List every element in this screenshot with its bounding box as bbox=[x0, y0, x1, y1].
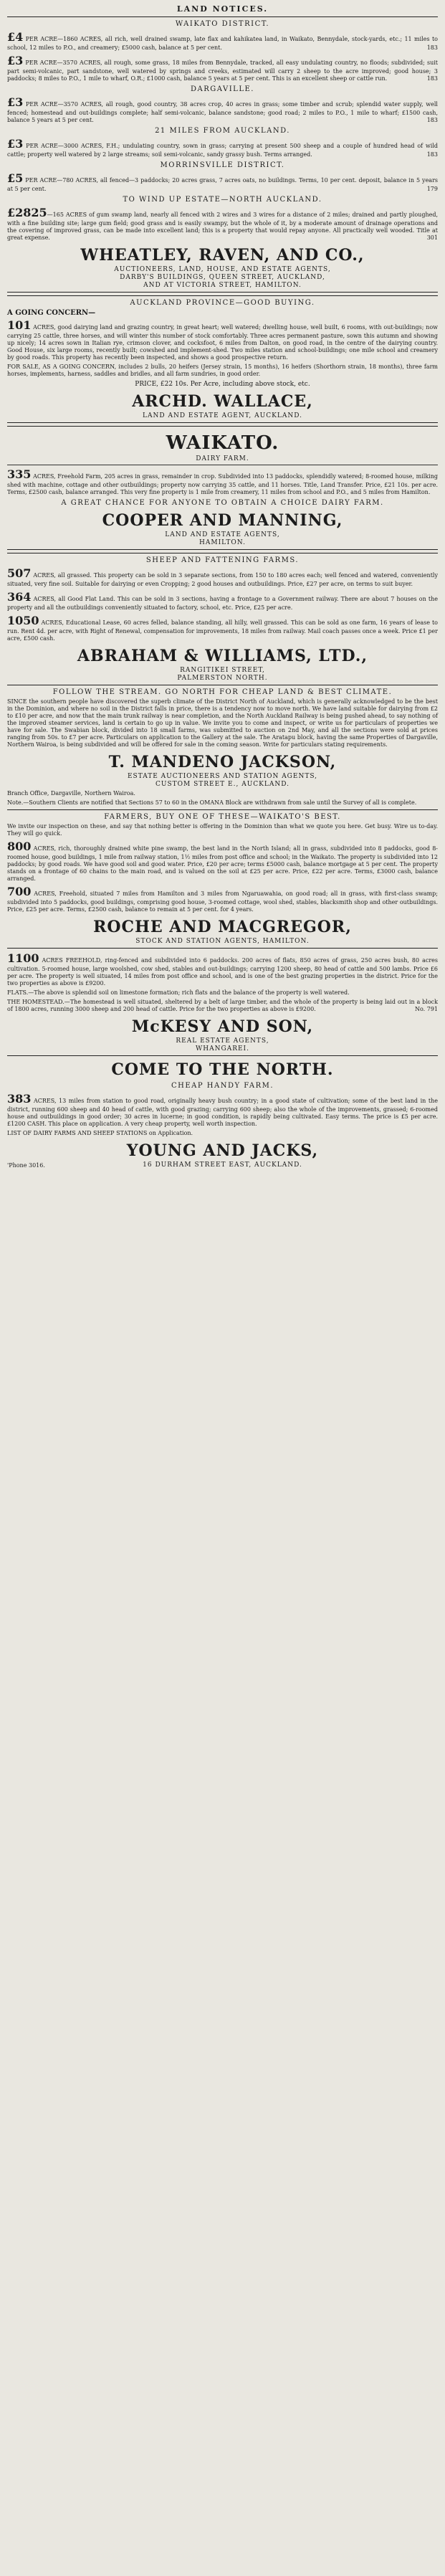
divider bbox=[7, 1055, 438, 1056]
firm-line: AUCTIONEERS, LAND, HOUSE, AND ESTATE AGENTS, bbox=[114, 266, 331, 273]
listing: A GOING CONCERN— 101 ACRES, good dairying land and grazing country, in great heart; well watered; dwelling house, well built, 6 rooms, with out-buildings; now carrying 25 cattle, three horses, and will winter this number of stock comfortably. Three acres permanent pasture, sown this autumn and showing up nicely; 14 acres sown in Italian rye, crimson clover, and cocksfoot, 6 miles from Dalton, on good road, in the centre of the dairying country. Good House, six large rooms, recently built; cowshed and implement-shed. Two miles station and school-buildings; one mile school and creamery by good roads. This property has recently been inspected, and shows a good prospective return. bbox=[7, 309, 438, 361]
waikato-title: WAIKATO. bbox=[166, 432, 279, 454]
waikato-subtitle: DAIRY FARM. bbox=[196, 455, 249, 462]
follow-stream-heading: FOLLOW THE STREAM. GO NORTH FOR CHEAP LAND & BEST CLIMATE. bbox=[52, 688, 393, 696]
listing: FLATS.—The above is splendid soil on limestone formation; rich flats and the balance of the property is well watered. bbox=[7, 989, 350, 996]
land-notices-page bbox=[7, 0, 438, 1169]
divider bbox=[7, 16, 438, 17]
divider bbox=[7, 426, 438, 427]
firm-line: HAMILTON. bbox=[199, 538, 246, 546]
listing: THE HOMESTEAD.—The homestead is well situated, sheltered by a belt of large timber, and the whole of the property is being laid out in a block of 1800 acres, running 3000 sheep and 200 head of cattle. Price for the two properties as above is £9200. No. 791 bbox=[7, 998, 438, 1012]
listing: £2825—165 ACRES of gum swamp land, nearly all fenced with 2 wires and 3 wires for a distance of 2 miles; drained and partly ploughed, with a fine building site; large gum field; good grass and is easily swampy, but the whole of it, by a moderate amount of drainage operations and the covering of improved grass, can be made into excellent land; this is a property that would repay anyone. All practically well wooded. Title at great expense. 301 bbox=[7, 206, 438, 241]
listing: 1100 ACRES FREEHOLD, ring-fenced and subdivided into 6 paddocks. 200 acres of flats, 850 acres of grass, 250 acres bush, 80 acres cultivation. 5-roomed house, large woolshed, cow shed, stables and out-buildings; carrying 1200 sheep, 80 head of cattle and 500 lambs. Price £6 per acre. The property is well situated, 14 miles from post office and school, and is one of the best grazing properties in the district. Price for the two properties as above is £9200. bbox=[7, 951, 438, 987]
listing: 507 ACRES, all grassed. This property can be sold in 3 separate sections, from 150 to 180 acres each; well fenced and watered, conveniently situated, very fine soil. Suitable for dairying or even Cropping; 2 good houses and outbuildings. Price, £27 per acre, on terms to suit buyer. bbox=[7, 566, 438, 587]
firm-line: STOCK AND STATION AGENTS, HAMILTON. bbox=[135, 937, 310, 945]
tagline: A GREAT CHANCE FOR ANYONE TO OBTAIN A CHOICE DAIRY FARM. bbox=[61, 498, 384, 507]
listing: £3 PER ACRE—3570 ACRES, all rough, good country, 38 acres crop, 40 acres in grass; some timber and scrub; splendid water supply, well fenced; homestead and out-buildings complete; half semi-volcanic, balance sandstone; good road; 2 miles to P.O., 1 mile to wharf; £1500 cash, balance 5 years at 5 per cent. 183 bbox=[7, 95, 438, 123]
firm-line: LAND AND ESTATE AGENTS, bbox=[165, 531, 280, 538]
listing: £3 PER ACRE—3570 ACRES, all rough, some grass, 18 miles from Bennydale, tracked, all easy undulating country, no floods; subdivided; suit part semi-volcanic, part sandstone, well watered by springs and creeks, estimated will carry 2 sheep to the acre improved; good house; 3 paddocks; 8 miles to P.O., 1 mile to wharf, O.R.; £1000 cash, balance 5 years at 5 per cent. This is an excellent sheep or cattle run. 183 bbox=[7, 54, 438, 82]
firm-name: WHEATLEY, RAVEN, AND CO., bbox=[80, 246, 365, 265]
firm-name: ROCHE AND MACGREGOR, bbox=[93, 917, 352, 936]
north-subtitle: CHEAP HANDY FARM. bbox=[171, 1081, 274, 1090]
divider bbox=[7, 948, 438, 949]
listing: We invite our inspection on these, and say that nothing better is offering in the Dominion than what we quote you here. Get busy. Wire us to-day. They will go quick. bbox=[7, 822, 438, 837]
section-title: LAND NOTICES. bbox=[176, 4, 269, 14]
province-heading: AUCKLAND PROVINCE—GOOD BUYING. bbox=[130, 299, 315, 307]
divider bbox=[7, 549, 438, 550]
listing: £4 PER ACRE—1860 ACRES, all rich, well drained swamp, late flax and kahikatea land, in Waikato, Bennydale, stock-yards, etc.; 11 miles to school, 12 miles to P.O., and creamery; £5000 cash, balance at 5 per cent. 183 bbox=[7, 30, 438, 51]
dargaville-heading: DARGAVILLE. bbox=[191, 85, 254, 93]
price-line: PRICE, £22 10s. Per Acre, including above stock, etc. bbox=[135, 380, 310, 388]
farmers-heading: FARMERS, BUY ONE OF THESE—WAIKATO'S BEST. bbox=[104, 812, 341, 821]
listing: 1050 ACRES, Educational Lease, 60 acres felled, balance standing, all hilly, well grassed. This can be sold as one farm, 16 years of lease to run. Rent 4d. per acre, with Right of Renewal, compensation for improvements, 18 miles from railway. Mail coach passes once a week. Price £1 per acre, £500 cash. bbox=[7, 613, 438, 642]
firm-line: LAND AND ESTATE AGENT, AUCKLAND. bbox=[143, 412, 302, 419]
firm-line: RANGITIKEI STREET, bbox=[180, 666, 265, 674]
listing: 383 ACRES, 13 miles from station to good road, originally heavy bush country; in a good state of cultivation; some of the best land in the district, running 600 sheep and 40 head of cattle, with good grazing; carrying 600 sheep; also the whole of the improvements, grassed; 6-roomed house and outbuildings in good order; 30 acres in lucerne; in good condition, is rapidly being cultivated. Easy terms. The price is £5 per acre. £1200 CASH. This place on application. A very cheap property, well worth inspection. bbox=[7, 1091, 438, 1127]
listing: 335 ACRES, Freehold Farm, 205 acres in grass, remainder in crop. Subdivided into 13 paddocks, splendidly watered; 8-roomed house, milking shed with machine, cottage and other outbuildings; property now carrying 35 cattle, and 11 horses. Title, Land Transfer. Price, £21 10s. per acre. Terms, £2500 cash, balance arranged. This very fine property is 1 mile from creamery, 11 miles from school and P.O., and 5 miles from Hamilton. bbox=[7, 467, 438, 495]
wind-up-heading: TO WIND UP ESTATE—NORTH AUCKLAND. bbox=[123, 196, 322, 204]
listing: FOR SALE, AS A GOING CONCERN, includes 2 bulls, 20 heifers (Jersey strain, 15 months), 16 heifers (Shorthorn strain, 18 months), three farm horses, implements, harness, saddles and bridles, and all farm sundries, in good order. bbox=[7, 363, 438, 377]
firm-name: COOPER AND MANNING, bbox=[102, 510, 343, 530]
firm-name: T. MANDENO JACKSON, bbox=[108, 752, 337, 771]
divider bbox=[7, 422, 438, 423]
firm-line: PALMERSTON NORTH. bbox=[177, 674, 268, 682]
morrinsville-heading: MORRINSVILLE DISTRICT. bbox=[160, 161, 285, 169]
firm-name: YOUNG AND JACKS, bbox=[126, 1141, 319, 1160]
sheep-farms-heading: SHEEP AND FATTENING FARMS. bbox=[145, 556, 300, 564]
listing: 364 ACRES, all Good Flat Land. This can be sold in 3 sections, having a frontage to a Government railway. There are about 7 houses on the property and all the outbuildings conveniently situated to factory, school, etc. Price, £25 per acre. bbox=[7, 589, 439, 611]
firm-name: ARCHD. WALLACE, bbox=[132, 391, 313, 411]
waikato-district-heading: WAIKATO DISTRICT. bbox=[175, 20, 270, 28]
firm-line: AND AT VICTORIA STREET, HAMILTON. bbox=[143, 282, 302, 289]
listing: 700 ACRES, Freehold, situated 7 miles from Hamilton and 3 miles from Ngaruawahia, on good road; all in grass, with first-class swamp; subdivided into 5 paddocks, good buildings, comprising good house, 3-roomed cottage, wool shed, stables, blacksmith shop and other outbuildings. Price, £25 per acre. Terms, £2500 cash, balance to remain at 5 per cent. for 4 years. bbox=[7, 884, 438, 913]
firm-name: McKESY AND SON, bbox=[131, 1017, 314, 1036]
auckland-21-heading: 21 MILES FROM AUCKLAND. bbox=[155, 127, 290, 135]
firm-line: DARBY'S BUILDINGS, QUEEN STREET, AUCKLAND, bbox=[120, 274, 325, 281]
firm-line: CUSTOM STREET E., AUCKLAND. bbox=[155, 780, 290, 788]
firm-line: ESTATE AUCTIONEERS AND STATION AGENTS, bbox=[127, 772, 318, 780]
north-title: COME TO THE NORTH. bbox=[111, 1060, 334, 1079]
listing: SINCE the southern people have discovered the superb climate of the District North of Auckland, which is generally acknowledged to be the best in the Dominion, and where no soil in the District falls in price, there is a tendency now to move north. We have land suitable for dairying from £2 to £10 per acre, and now that the main trunk railway is near completion, and the North Auckland Railway is being pushed ahead, to say nothing of the improved steamer services, land is certain to go up in value. We invite you to come and inspect, or write us for particulars of properties we have for sale. The Swabian block, divided into 18 small farms, was submitted to auction on 2nd May, and all the sections were sold at prices ranging from 50s. to £7 per acre. Particulars on application to the Gallery at the sale. The Aratapu block, having the same Properties of Dargaville, Northern Wairoa, is being subdivided and will be offered for sale in the coming season. Write for particulars stating requirements. bbox=[7, 698, 438, 748]
listing: 800 ACRES, rich, thoroughly drained white pine swamp, the best land in the North Island; all in grass, subdivided into 8 paddocks, good 8-roomed house, good buildings, 1 mile from railway station, 1½ miles from post office and school; in the Waikato. The property is subdivided into 12 paddocks; by good roads. We have good soil and good water. Price, £20 per acre; terms £5000 cash, balance mortgage at 5 per cent. The property stands on a frontage of 60 chains to the main road, and is valued on the soil at £25 per acre. Price, £22 per acre. Terms, £3000 cash, balance arranged. bbox=[7, 839, 438, 882]
listing: LIST OF DAIRY FARMS AND SHEEP STATIONS on Application. bbox=[7, 1129, 193, 1136]
firm-line: 16 DURHAM STREET EAST, AUCKLAND. bbox=[143, 1161, 302, 1169]
divider bbox=[7, 809, 438, 810]
firm-line: REAL ESTATE AGENTS, bbox=[176, 1037, 269, 1045]
listing: £3 PER ACRE—3000 ACRES, F.H.; undulating country, sown in grass; carrying at present 500 sheep and a couple of hundred head of wild cattle; property well watered by 2 large streams; soil semi-volcanic, sandy grassy bush. Terms arranged. 183 bbox=[7, 137, 438, 158]
divider bbox=[7, 292, 438, 293]
firm-name: ABRAHAM & WILLIAMS, LTD., bbox=[77, 646, 368, 665]
firm-line: WHANGAREI. bbox=[196, 1045, 249, 1052]
listing: Branch Office, Dargaville, Northern Wairoa. bbox=[7, 789, 135, 797]
listing: Note.—Southern Clients are notified that Sections 57 to 60 in the OMANA Block are withdrawn from sale until the Survey of all is complete. bbox=[7, 799, 417, 806]
footer-phone: 'Phone 3016. bbox=[7, 1161, 45, 1169]
listing: £5 PER ACRE—780 ACRES, all fenced—3 paddocks; 20 acres grass, 7 acres oats, no buildings. Terms, 10 per cent. deposit, balance in 5 years at 5 per cent. 179 bbox=[7, 171, 439, 192]
divider bbox=[7, 295, 438, 296]
